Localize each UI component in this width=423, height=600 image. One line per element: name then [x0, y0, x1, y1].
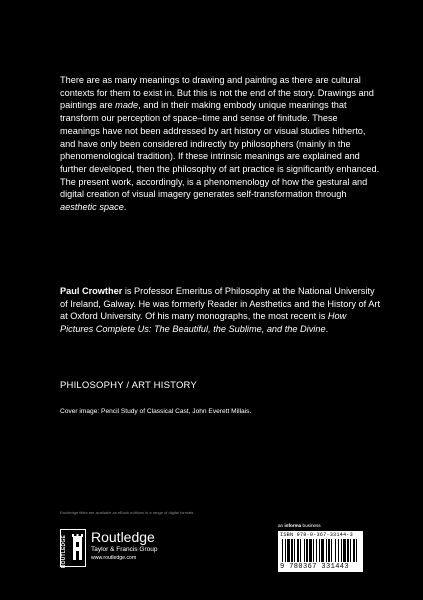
author-bio-text: is Professor Emeritus of Philosophy at the National University of Ireland, Galway. He was formerly Reader in Aesthetics and the History of Art at Oxford University. Of his many monographs, the most recent is: [60, 286, 380, 322]
publisher-logo: [60, 529, 170, 569]
publisher-group: Taylor & Francis Group: [91, 546, 158, 553]
recent-book-title: How Pictures Complete Us: The Beautiful, the Sublime, and the Divine: [60, 311, 347, 335]
business-suffix: business: [301, 523, 321, 528]
publisher-vertical-name: ROUTLEDGE: [61, 535, 67, 569]
cover-image-credit: Cover image: Pencil Study of Classical Cast, John Everett Millais.: [60, 408, 252, 415]
blurb-emphasis-made: made: [115, 100, 139, 111]
publisher-name: Routledge: [91, 529, 155, 545]
publisher-website: www.routledge.com: [91, 555, 137, 561]
blurb-text-1: There are as many meanings to drawing and painting as there are cultural contexts for them to exist in. But this is not the end of the story. Drawings and paintings are: [60, 75, 374, 111]
tower-glyph-icon: [72, 532, 83, 562]
isbn-barcode: [278, 531, 363, 572]
informa-business-line: [278, 523, 321, 528]
blurb-end: .: [123, 202, 127, 213]
author-bio: [60, 285, 380, 336]
isbn-label: ISBN 978-0-367-33144-3: [280, 532, 353, 538]
informa-brand: informa: [284, 523, 302, 528]
barcode-bars: [282, 539, 359, 562]
back-cover-blurb: [60, 74, 380, 214]
blurb-emphasis-aesthetic-space: aesthetic space: [60, 202, 124, 213]
author-bio-end: .: [325, 324, 329, 335]
routledge-tower-icon: [60, 529, 86, 567]
barcode-number: 9 780367 331443: [280, 563, 350, 571]
business-prefix: an: [278, 523, 285, 528]
subject-category: PHILOSOPHY / ART HISTORY: [60, 380, 197, 391]
author-name: Paul Crowther: [60, 286, 123, 296]
ebook-availability-note: Routledge titles are available as eBook editions in a range of digital formats: [60, 510, 194, 515]
blurb-text-2: , and in their making embody unique meanings that transform our perception of space–time and sense of finitude. These meanings have not been addressed by art history or visual studies hitherto, and have only been considered indirectly by philosophers (mainly in the phenomenological tradition). If these intrinsic meanings are explained and further developed, then the philosophy of art practice is significantly enhanced. The present work, accordingly, is a phenomenology of how the gestural and digital creation of visual imagery generates self-transformation through: [60, 100, 380, 200]
